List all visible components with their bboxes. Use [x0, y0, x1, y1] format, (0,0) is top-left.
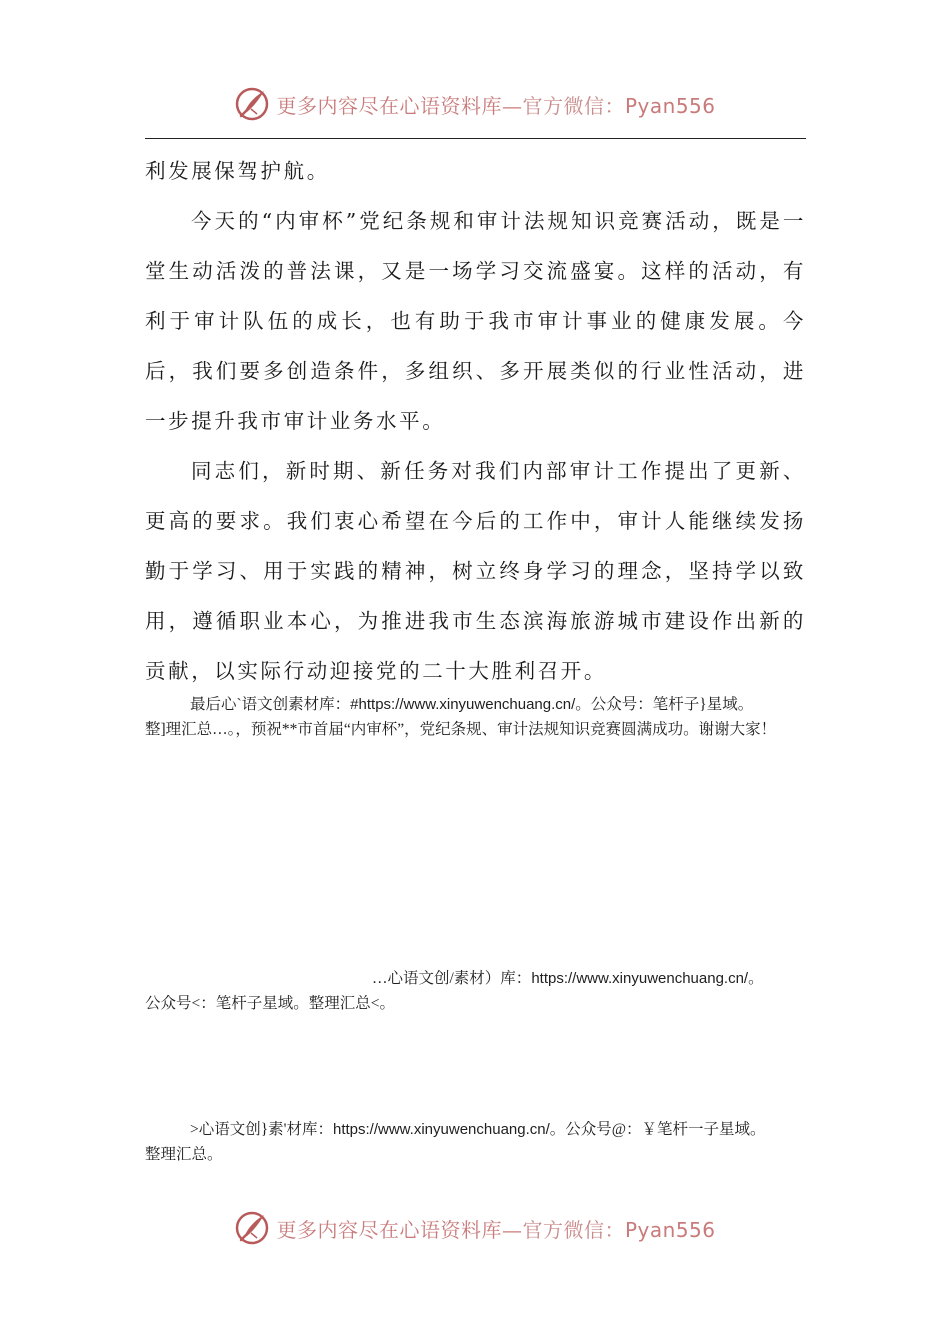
banner-wechat-label: 官方微信：: [522, 93, 625, 118]
paragraph-3: 同志们，新时期、新任务对我们内部审计工作提出了更新、更高的要求。我们衷心希望在今后的工作中，审计人能继续发扬勤于学习、用于实践的精神，树立终身学习的理念，坚持学以致用，遵循职业本心，为推进我市生态滨海旅游城市建设作出新的贡献，以实际行动迎接党的二十大胜利召开。: [145, 459, 806, 683]
note-2-line-2: 公众号<：笔杆子星域。整理汇总<。: [145, 995, 395, 1012]
banner-dash: —: [501, 93, 523, 118]
note-2-text-a: …心语文创/素材）库：: [372, 970, 532, 987]
note-2-text-b: 。: [748, 970, 764, 987]
banner-wechat-id: Pyan556: [624, 93, 716, 118]
banner-main-text: 更多内容尽在心语资料库: [276, 1217, 502, 1242]
note-3-url: https://www.xinyuwenchuang.cn/: [332, 1121, 550, 1138]
header-banner: [0, 82, 950, 126]
note-2-url: https://www.xinyuwenchuang.cn/: [531, 970, 749, 987]
banner-title: [276, 90, 715, 119]
banner-dash: —: [501, 1217, 523, 1242]
note-1-url: #https://www.xinyuwenchuang.cn/: [350, 696, 576, 713]
note-1-line-2: 整]理汇总…。，预祝**市首届“内审杯”，党纪条规、审计法规知识竞赛圆满成功。谢谢大家！: [145, 721, 777, 738]
note-1-text-b: 。公众号：笔杆子}星域。: [575, 696, 754, 713]
source-note-2: [145, 966, 806, 1016]
document-body: [145, 146, 806, 696]
quill-pen-logo-icon: [234, 1210, 270, 1246]
note-3-text-b: 。公众号@：￥笔杆一子星域。: [549, 1121, 766, 1138]
header-rule: [145, 138, 806, 139]
note-3-line-2: 整理汇总。: [145, 1146, 223, 1163]
footer-banner: [0, 1206, 950, 1250]
paragraph-2: 今天的“内审杯”党纪条规和审计法规知识竞赛活动，既是一堂生动活泼的普法课，又是一场学习交流盛宴。这样的活动，有利于审计队伍的成长，也有助于我市审计事业的健康发展。今后，我们要多创造条件，多组织、多开展类似的行业性活动，进一步提升我市审计业务水平。: [145, 209, 806, 433]
source-note-3: [145, 1117, 806, 1167]
source-note-1: [145, 692, 806, 742]
note-3-text-a: >心语文创}素'材库：: [190, 1121, 333, 1138]
banner-wechat-id: Pyan556: [624, 1217, 716, 1242]
banner-main-text: 更多内容尽在心语资料库: [276, 93, 502, 118]
note-1-text-a: 最后心`语文创素材库：: [190, 696, 351, 713]
paragraph-1: 利发展保驾护航。: [145, 159, 330, 183]
banner-wechat-label: 官方微信：: [522, 1217, 625, 1242]
banner-title: [276, 1214, 715, 1243]
quill-pen-logo-icon: [234, 86, 270, 122]
